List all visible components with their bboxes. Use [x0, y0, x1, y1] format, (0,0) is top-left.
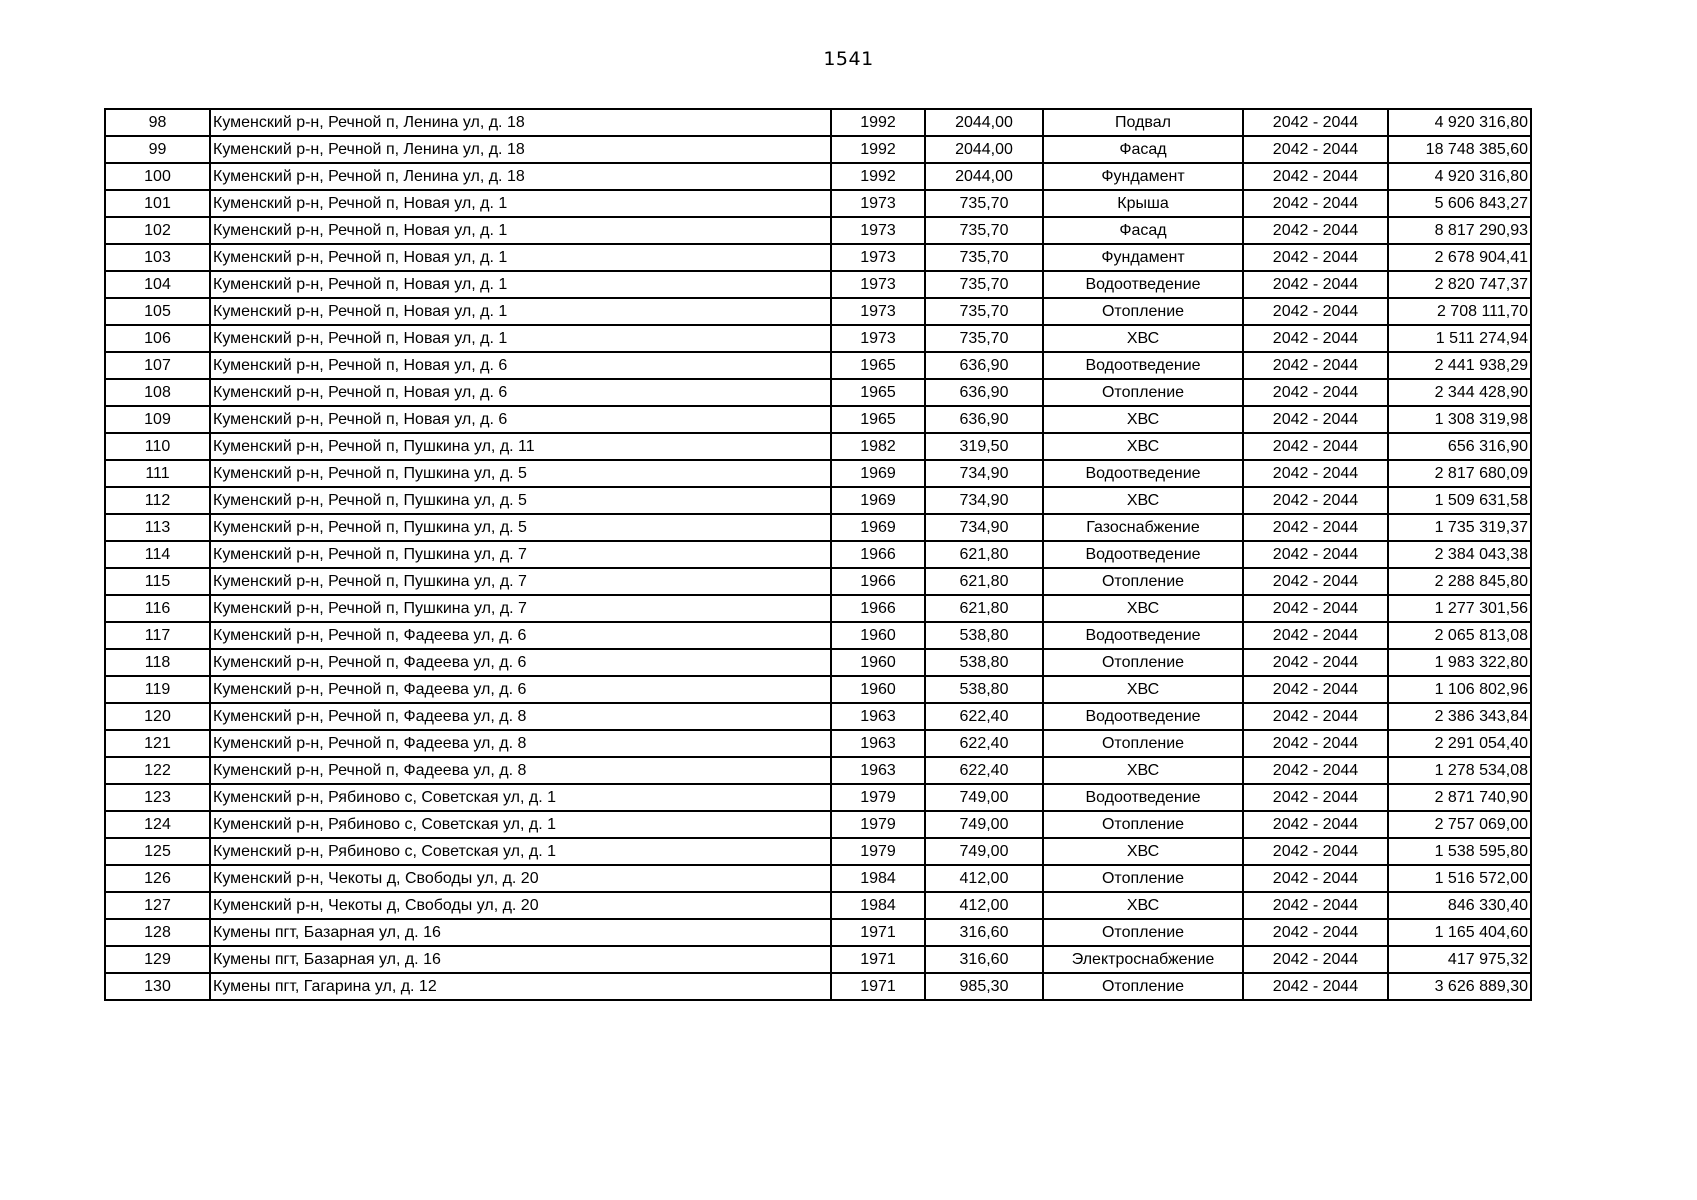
work-type-cell: Водоотведение: [1043, 703, 1243, 730]
work-type-cell: ХВС: [1043, 325, 1243, 352]
address-cell: Куменский р-н, Чекоты д, Свободы ул, д. 20: [210, 892, 831, 919]
row-number: 123: [105, 784, 210, 811]
year-cell: 1992: [831, 109, 925, 136]
work-type-cell: Отопление: [1043, 379, 1243, 406]
address-cell: Куменский р-н, Речной п, Новая ул, д. 1: [210, 271, 831, 298]
area-cell: 734,90: [925, 514, 1043, 541]
row-number: 125: [105, 838, 210, 865]
area-cell: 538,80: [925, 649, 1043, 676]
period-cell: 2042 - 2044: [1243, 433, 1388, 460]
period-cell: 2042 - 2044: [1243, 595, 1388, 622]
year-cell: 1969: [831, 460, 925, 487]
area-cell: 2044,00: [925, 163, 1043, 190]
capital-repair-table: [104, 108, 1532, 1001]
row-number: 117: [105, 622, 210, 649]
period-cell: 2042 - 2044: [1243, 973, 1388, 1000]
work-type-cell: Отопление: [1043, 973, 1243, 1000]
period-cell: 2042 - 2044: [1243, 487, 1388, 514]
work-type-cell: ХВС: [1043, 433, 1243, 460]
area-cell: 636,90: [925, 352, 1043, 379]
table-row: [105, 946, 1531, 973]
area-cell: 316,60: [925, 919, 1043, 946]
period-cell: 2042 - 2044: [1243, 865, 1388, 892]
address-cell: Куменский р-н, Речной п, Новая ул, д. 1: [210, 244, 831, 271]
address-cell: Куменский р-н, Рябиново с, Советская ул, д. 1: [210, 784, 831, 811]
address-cell: Куменский р-н, Речной п, Новая ул, д. 1: [210, 190, 831, 217]
year-cell: 1965: [831, 379, 925, 406]
table-row: [105, 136, 1531, 163]
period-cell: 2042 - 2044: [1243, 730, 1388, 757]
year-cell: 1971: [831, 946, 925, 973]
address-cell: Куменский р-н, Речной п, Пушкина ул, д. 7: [210, 541, 831, 568]
table-row: [105, 730, 1531, 757]
cost-cell: 2 441 938,29: [1388, 352, 1531, 379]
address-cell: Куменский р-н, Речной п, Фадеева ул, д. 6: [210, 676, 831, 703]
cost-cell: 1 983 322,80: [1388, 649, 1531, 676]
cost-cell: 8 817 290,93: [1388, 217, 1531, 244]
year-cell: 1971: [831, 919, 925, 946]
work-type-cell: ХВС: [1043, 892, 1243, 919]
period-cell: 2042 - 2044: [1243, 919, 1388, 946]
cost-cell: 2 386 343,84: [1388, 703, 1531, 730]
row-number: 112: [105, 487, 210, 514]
table-row: [105, 217, 1531, 244]
area-cell: 538,80: [925, 676, 1043, 703]
table-row: [105, 163, 1531, 190]
year-cell: 1966: [831, 568, 925, 595]
year-cell: 1973: [831, 298, 925, 325]
table-row: [105, 973, 1531, 1000]
period-cell: 2042 - 2044: [1243, 757, 1388, 784]
area-cell: 749,00: [925, 784, 1043, 811]
year-cell: 1965: [831, 406, 925, 433]
work-type-cell: Водоотведение: [1043, 271, 1243, 298]
period-cell: 2042 - 2044: [1243, 217, 1388, 244]
year-cell: 1960: [831, 649, 925, 676]
row-number: 100: [105, 163, 210, 190]
area-cell: 735,70: [925, 271, 1043, 298]
period-cell: 2042 - 2044: [1243, 946, 1388, 973]
table-row: [105, 298, 1531, 325]
address-cell: Куменский р-н, Речной п, Новая ул, д. 6: [210, 352, 831, 379]
table-row: [105, 352, 1531, 379]
address-cell: Куменский р-н, Речной п, Пушкина ул, д. 5: [210, 487, 831, 514]
work-type-cell: Фундамент: [1043, 163, 1243, 190]
work-type-cell: ХВС: [1043, 406, 1243, 433]
cost-cell: 1 735 319,37: [1388, 514, 1531, 541]
cost-cell: 1 165 404,60: [1388, 919, 1531, 946]
year-cell: 1969: [831, 514, 925, 541]
area-cell: 2044,00: [925, 136, 1043, 163]
cost-cell: 1 509 631,58: [1388, 487, 1531, 514]
area-cell: 735,70: [925, 325, 1043, 352]
area-cell: 735,70: [925, 190, 1043, 217]
year-cell: 1979: [831, 784, 925, 811]
area-cell: 2044,00: [925, 109, 1043, 136]
work-type-cell: Отопление: [1043, 865, 1243, 892]
row-number: 99: [105, 136, 210, 163]
work-type-cell: ХВС: [1043, 676, 1243, 703]
work-type-cell: Водоотведение: [1043, 352, 1243, 379]
area-cell: 749,00: [925, 811, 1043, 838]
work-type-cell: Отопление: [1043, 649, 1243, 676]
row-number: 111: [105, 460, 210, 487]
area-cell: 622,40: [925, 703, 1043, 730]
work-type-cell: Отопление: [1043, 298, 1243, 325]
year-cell: 1979: [831, 811, 925, 838]
period-cell: 2042 - 2044: [1243, 622, 1388, 649]
cost-cell: 4 920 316,80: [1388, 163, 1531, 190]
address-cell: Куменский р-н, Речной п, Фадеева ул, д. 8: [210, 730, 831, 757]
cost-cell: 1 277 301,56: [1388, 595, 1531, 622]
table-row: [105, 568, 1531, 595]
cost-cell: 3 626 889,30: [1388, 973, 1531, 1000]
table-row: [105, 649, 1531, 676]
cost-cell: 4 920 316,80: [1388, 109, 1531, 136]
cost-cell: 2 344 428,90: [1388, 379, 1531, 406]
page-number: 1541: [823, 48, 874, 70]
year-cell: 1973: [831, 271, 925, 298]
year-cell: 1960: [831, 622, 925, 649]
cost-cell: 1 106 802,96: [1388, 676, 1531, 703]
area-cell: 412,00: [925, 892, 1043, 919]
cost-cell: 1 538 595,80: [1388, 838, 1531, 865]
area-cell: 412,00: [925, 865, 1043, 892]
address-cell: Кумены пгт, Гагарина ул, д. 12: [210, 973, 831, 1000]
table-row: [105, 919, 1531, 946]
address-cell: Куменский р-н, Рябиново с, Советская ул, д. 1: [210, 811, 831, 838]
row-number: 115: [105, 568, 210, 595]
address-cell: Куменский р-н, Речной п, Новая ул, д. 1: [210, 325, 831, 352]
cost-cell: 18 748 385,60: [1388, 136, 1531, 163]
address-cell: Куменский р-н, Речной п, Пушкина ул, д. 7: [210, 595, 831, 622]
work-type-cell: ХВС: [1043, 487, 1243, 514]
area-cell: 316,60: [925, 946, 1043, 973]
area-cell: 735,70: [925, 244, 1043, 271]
table-row: [105, 622, 1531, 649]
work-type-cell: ХВС: [1043, 757, 1243, 784]
year-cell: 1965: [831, 352, 925, 379]
period-cell: 2042 - 2044: [1243, 271, 1388, 298]
cost-cell: 1 511 274,94: [1388, 325, 1531, 352]
period-cell: 2042 - 2044: [1243, 136, 1388, 163]
cost-cell: 1 308 319,98: [1388, 406, 1531, 433]
table-row: [105, 811, 1531, 838]
year-cell: 1966: [831, 595, 925, 622]
row-number: 118: [105, 649, 210, 676]
row-number: 120: [105, 703, 210, 730]
period-cell: 2042 - 2044: [1243, 838, 1388, 865]
address-cell: Куменский р-н, Речной п, Новая ул, д. 1: [210, 217, 831, 244]
area-cell: 621,80: [925, 568, 1043, 595]
year-cell: 1973: [831, 217, 925, 244]
period-cell: 2042 - 2044: [1243, 568, 1388, 595]
table-row: [105, 190, 1531, 217]
period-cell: 2042 - 2044: [1243, 406, 1388, 433]
row-number: 122: [105, 757, 210, 784]
cost-cell: 2 065 813,08: [1388, 622, 1531, 649]
table-row: [105, 271, 1531, 298]
area-cell: 636,90: [925, 406, 1043, 433]
cost-cell: 846 330,40: [1388, 892, 1531, 919]
row-number: 126: [105, 865, 210, 892]
row-number: 104: [105, 271, 210, 298]
work-type-cell: Отопление: [1043, 568, 1243, 595]
table-row: [105, 379, 1531, 406]
row-number: 98: [105, 109, 210, 136]
period-cell: 2042 - 2044: [1243, 676, 1388, 703]
period-cell: 2042 - 2044: [1243, 325, 1388, 352]
cost-cell: 5 606 843,27: [1388, 190, 1531, 217]
area-cell: 621,80: [925, 541, 1043, 568]
table-body: [105, 109, 1531, 1000]
cost-cell: 2 384 043,38: [1388, 541, 1531, 568]
row-number: 129: [105, 946, 210, 973]
row-number: 128: [105, 919, 210, 946]
period-cell: 2042 - 2044: [1243, 784, 1388, 811]
row-number: 119: [105, 676, 210, 703]
area-cell: 734,90: [925, 460, 1043, 487]
table-row: [105, 487, 1531, 514]
row-number: 130: [105, 973, 210, 1000]
period-cell: 2042 - 2044: [1243, 460, 1388, 487]
work-type-cell: Крыша: [1043, 190, 1243, 217]
period-cell: 2042 - 2044: [1243, 298, 1388, 325]
work-type-cell: Фасад: [1043, 136, 1243, 163]
address-cell: Куменский р-н, Речной п, Пушкина ул, д. 11: [210, 433, 831, 460]
work-type-cell: Водоотведение: [1043, 460, 1243, 487]
address-cell: Куменский р-н, Речной п, Пушкина ул, д. 5: [210, 514, 831, 541]
table-row: [105, 784, 1531, 811]
address-cell: Куменский р-н, Речной п, Ленина ул, д. 18: [210, 109, 831, 136]
address-cell: Куменский р-н, Речной п, Ленина ул, д. 18: [210, 163, 831, 190]
row-number: 110: [105, 433, 210, 460]
address-cell: Куменский р-н, Речной п, Фадеева ул, д. 6: [210, 622, 831, 649]
row-number: 102: [105, 217, 210, 244]
year-cell: 1984: [831, 865, 925, 892]
address-cell: Куменский р-н, Речной п, Новая ул, д. 1: [210, 298, 831, 325]
work-type-cell: ХВС: [1043, 595, 1243, 622]
address-cell: Куменский р-н, Чекоты д, Свободы ул, д. 20: [210, 865, 831, 892]
table-row: [105, 838, 1531, 865]
area-cell: 636,90: [925, 379, 1043, 406]
table-row: [105, 892, 1531, 919]
row-number: 107: [105, 352, 210, 379]
year-cell: 1984: [831, 892, 925, 919]
address-cell: Куменский р-н, Рябиново с, Советская ул, д. 1: [210, 838, 831, 865]
address-cell: Куменский р-н, Речной п, Пушкина ул, д. 7: [210, 568, 831, 595]
cost-cell: 2 708 111,70: [1388, 298, 1531, 325]
area-cell: 734,90: [925, 487, 1043, 514]
work-type-cell: Водоотведение: [1043, 784, 1243, 811]
table-row: [105, 703, 1531, 730]
table-row: [105, 244, 1531, 271]
year-cell: 1969: [831, 487, 925, 514]
work-type-cell: Водоотведение: [1043, 622, 1243, 649]
row-number: 109: [105, 406, 210, 433]
address-cell: Кумены пгт, Базарная ул, д. 16: [210, 919, 831, 946]
year-cell: 1963: [831, 757, 925, 784]
row-number: 114: [105, 541, 210, 568]
address-cell: Куменский р-н, Речной п, Фадеева ул, д. 8: [210, 703, 831, 730]
cost-cell: 417 975,32: [1388, 946, 1531, 973]
table-row: [105, 460, 1531, 487]
row-number: 124: [105, 811, 210, 838]
table-row: [105, 676, 1531, 703]
table-row: [105, 325, 1531, 352]
address-cell: Куменский р-н, Речной п, Ленина ул, д. 18: [210, 136, 831, 163]
work-type-cell: Отопление: [1043, 730, 1243, 757]
row-number: 108: [105, 379, 210, 406]
cost-cell: 2 757 069,00: [1388, 811, 1531, 838]
period-cell: 2042 - 2044: [1243, 244, 1388, 271]
address-cell: Кумены пгт, Базарная ул, д. 16: [210, 946, 831, 973]
address-cell: Куменский р-н, Речной п, Фадеева ул, д. 6: [210, 649, 831, 676]
cost-cell: 656 316,90: [1388, 433, 1531, 460]
address-cell: Куменский р-н, Речной п, Новая ул, д. 6: [210, 406, 831, 433]
work-type-cell: Водоотведение: [1043, 541, 1243, 568]
table-row: [105, 757, 1531, 784]
year-cell: 1992: [831, 163, 925, 190]
period-cell: 2042 - 2044: [1243, 811, 1388, 838]
work-type-cell: Фасад: [1043, 217, 1243, 244]
period-cell: 2042 - 2044: [1243, 190, 1388, 217]
address-cell: Куменский р-н, Речной п, Фадеева ул, д. 8: [210, 757, 831, 784]
table-row: [105, 406, 1531, 433]
work-type-cell: Отопление: [1043, 919, 1243, 946]
row-number: 127: [105, 892, 210, 919]
cost-cell: 2 820 747,37: [1388, 271, 1531, 298]
table-row: [105, 865, 1531, 892]
year-cell: 1979: [831, 838, 925, 865]
row-number: 106: [105, 325, 210, 352]
year-cell: 1992: [831, 136, 925, 163]
cost-cell: 1 516 572,00: [1388, 865, 1531, 892]
area-cell: 621,80: [925, 595, 1043, 622]
area-cell: 622,40: [925, 757, 1043, 784]
cost-cell: 2 288 845,80: [1388, 568, 1531, 595]
area-cell: 735,70: [925, 298, 1043, 325]
year-cell: 1971: [831, 973, 925, 1000]
work-type-cell: Электроснабжение: [1043, 946, 1243, 973]
row-number: 116: [105, 595, 210, 622]
period-cell: 2042 - 2044: [1243, 109, 1388, 136]
cost-cell: 2 678 904,41: [1388, 244, 1531, 271]
period-cell: 2042 - 2044: [1243, 892, 1388, 919]
area-cell: 735,70: [925, 217, 1043, 244]
row-number: 105: [105, 298, 210, 325]
period-cell: 2042 - 2044: [1243, 514, 1388, 541]
table-row: [105, 109, 1531, 136]
area-cell: 985,30: [925, 973, 1043, 1000]
area-cell: 319,50: [925, 433, 1043, 460]
address-cell: Куменский р-н, Речной п, Новая ул, д. 6: [210, 379, 831, 406]
row-number: 103: [105, 244, 210, 271]
year-cell: 1966: [831, 541, 925, 568]
cost-cell: 1 278 534,08: [1388, 757, 1531, 784]
table-row: [105, 541, 1531, 568]
year-cell: 1960: [831, 676, 925, 703]
work-type-cell: Фундамент: [1043, 244, 1243, 271]
cost-cell: 2 871 740,90: [1388, 784, 1531, 811]
area-cell: 622,40: [925, 730, 1043, 757]
work-type-cell: Подвал: [1043, 109, 1243, 136]
row-number: 101: [105, 190, 210, 217]
area-cell: 538,80: [925, 622, 1043, 649]
cost-cell: 2 291 054,40: [1388, 730, 1531, 757]
table-row: [105, 514, 1531, 541]
table-row: [105, 595, 1531, 622]
cost-cell: 2 817 680,09: [1388, 460, 1531, 487]
work-type-cell: ХВС: [1043, 838, 1243, 865]
year-cell: 1982: [831, 433, 925, 460]
period-cell: 2042 - 2044: [1243, 352, 1388, 379]
period-cell: 2042 - 2044: [1243, 163, 1388, 190]
period-cell: 2042 - 2044: [1243, 703, 1388, 730]
address-cell: Куменский р-н, Речной п, Пушкина ул, д. 5: [210, 460, 831, 487]
row-number: 121: [105, 730, 210, 757]
work-type-cell: Отопление: [1043, 811, 1243, 838]
period-cell: 2042 - 2044: [1243, 541, 1388, 568]
period-cell: 2042 - 2044: [1243, 379, 1388, 406]
year-cell: 1973: [831, 190, 925, 217]
table-row: [105, 433, 1531, 460]
row-number: 113: [105, 514, 210, 541]
year-cell: 1973: [831, 244, 925, 271]
year-cell: 1963: [831, 703, 925, 730]
area-cell: 749,00: [925, 838, 1043, 865]
year-cell: 1973: [831, 325, 925, 352]
work-type-cell: Газоснабжение: [1043, 514, 1243, 541]
year-cell: 1963: [831, 730, 925, 757]
period-cell: 2042 - 2044: [1243, 649, 1388, 676]
